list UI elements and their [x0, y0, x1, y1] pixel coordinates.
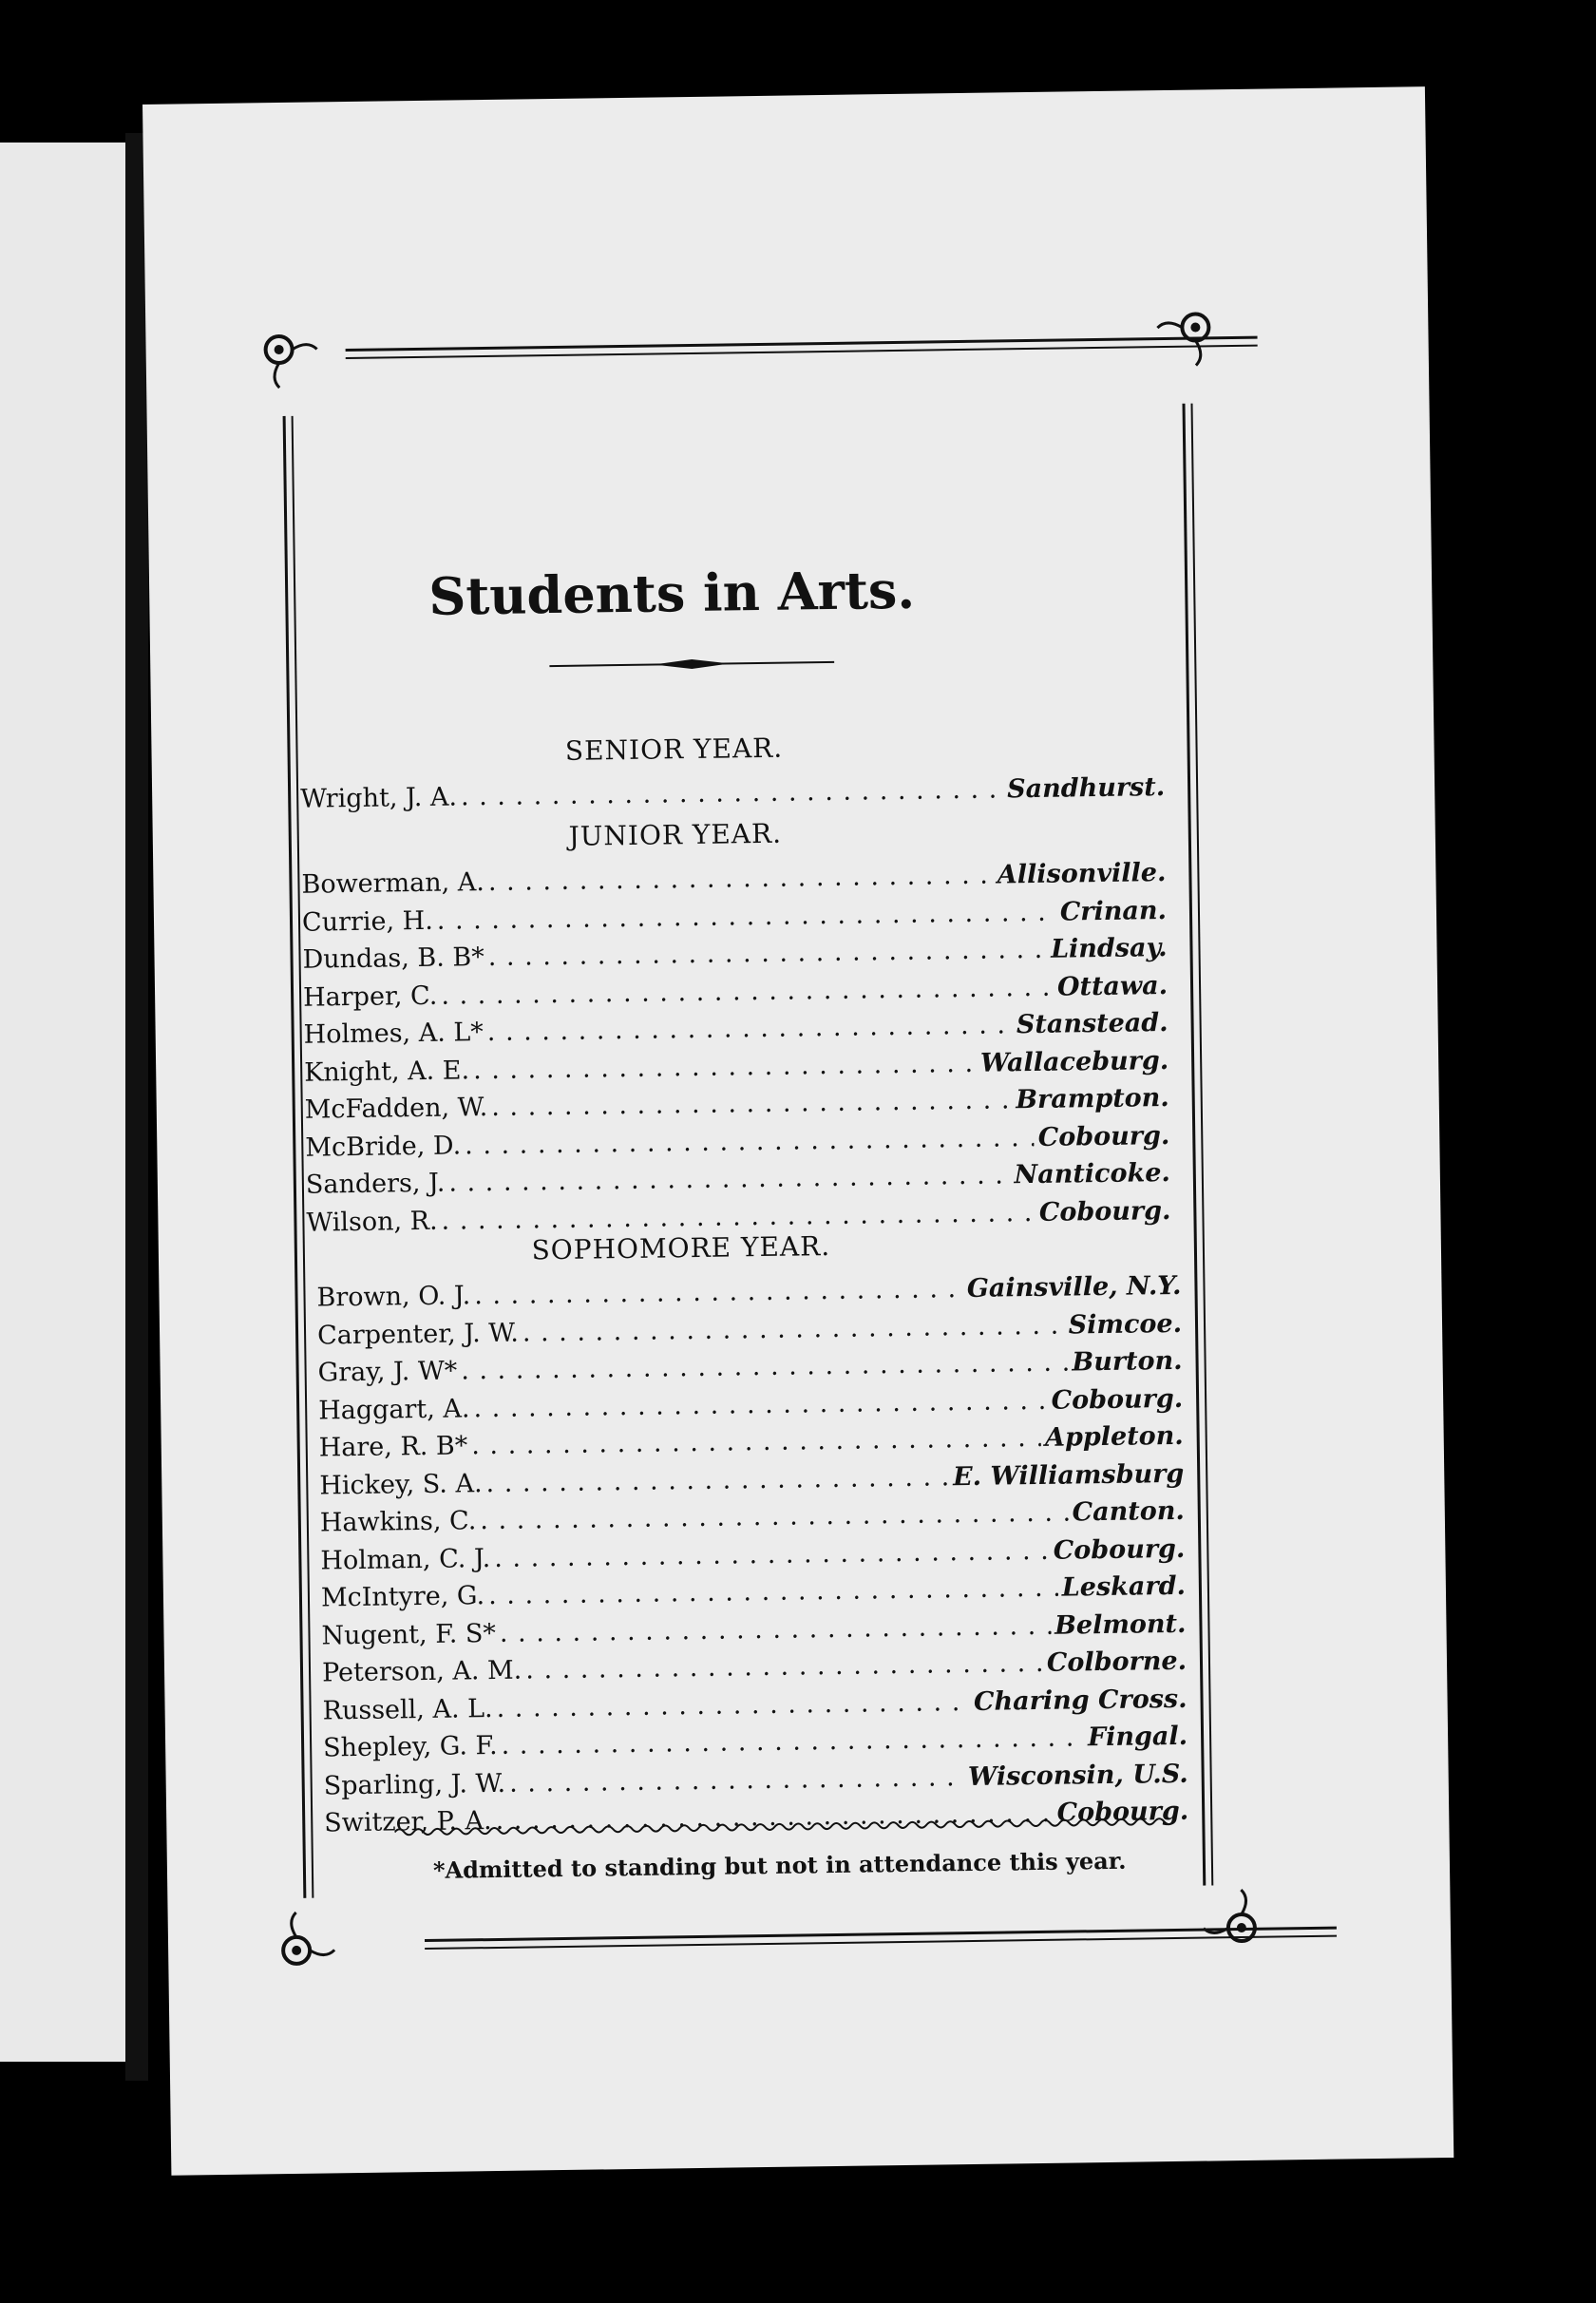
- dot-leader: [488, 935, 1048, 972]
- student-hometown: Simcoe.: [1068, 1308, 1183, 1341]
- student-hometown: Sandhurst.: [1006, 772, 1166, 805]
- dot-leader: [488, 861, 994, 897]
- student-entry: [321, 1608, 1186, 1650]
- student-hometown: Cobourg.: [1038, 1195, 1171, 1228]
- student-hometown: Crinan.: [1059, 895, 1168, 927]
- corner-ornament-icon: [1198, 1885, 1275, 1962]
- dot-leader: [509, 1762, 964, 1799]
- student-name: Currie, H.: [301, 905, 434, 938]
- student-hometown: Wisconsin, U.S.: [967, 1759, 1188, 1792]
- footnote: *Admitted to standing but not in attendance this year.: [432, 1846, 1127, 1884]
- student-entry: [304, 1046, 1168, 1088]
- student-name: Hawkins, C.: [319, 1506, 477, 1538]
- book-gutter: [125, 133, 148, 2081]
- student-name: McIntyre, G.: [320, 1581, 485, 1613]
- dot-leader: [448, 1160, 1011, 1197]
- student-name: Peterson, A. M.: [321, 1655, 522, 1688]
- student-entry: [301, 858, 1166, 900]
- student-entry: [303, 971, 1168, 1013]
- dot-leader: [501, 1722, 1084, 1761]
- student-entry: [317, 1308, 1182, 1350]
- student-name: Harper, C.: [302, 980, 438, 1013]
- student-name: Brown, O. J.: [316, 1281, 471, 1313]
- student-entry: [319, 1421, 1184, 1463]
- section-heading: SOPHOMORE YEAR.: [531, 1230, 831, 1266]
- student-hometown: Allisonville.: [997, 858, 1167, 890]
- dot-leader: [487, 1010, 1014, 1047]
- student-name: Wilson, R.: [306, 1206, 438, 1238]
- student-name: Nugent, F. S*: [321, 1618, 497, 1651]
- student-entry: [319, 1458, 1184, 1500]
- corner-ornament-icon: [263, 1907, 340, 1984]
- dot-leader: [522, 1310, 1065, 1347]
- student-name: Haggart, A.: [317, 1393, 470, 1426]
- section-heading: SENIOR YEAR.: [564, 732, 784, 767]
- student-hometown: Nanticoke.: [1014, 1158, 1171, 1190]
- student-entry: [302, 896, 1167, 938]
- dot-leader: [465, 1123, 1035, 1160]
- student-name: Hickey, S. A.: [319, 1468, 483, 1501]
- document-page: [142, 86, 1454, 2176]
- dot-leader: [437, 897, 1056, 935]
- student-name: Wright, J. A.: [300, 782, 458, 814]
- corner-ornament-icon: [1152, 294, 1229, 371]
- dot-leader: [491, 1085, 1012, 1122]
- student-hometown: Wallaceburg.: [979, 1045, 1169, 1078]
- frame-right-rule: [1183, 404, 1214, 1886]
- student-hometown: Cobourg.: [1051, 1383, 1184, 1416]
- student-hometown: Cobourg.: [1056, 1796, 1189, 1828]
- student-name: Carpenter, J. W.: [316, 1318, 520, 1351]
- student-hometown: Canton.: [1072, 1495, 1185, 1528]
- student-hometown: Fingal.: [1087, 1721, 1188, 1753]
- page-title: Students in Arts.: [428, 559, 916, 627]
- student-hometown: Gainsville, N.Y.: [966, 1270, 1182, 1304]
- student-entry: [324, 1759, 1188, 1800]
- student-entry: [300, 772, 1165, 814]
- student-entry: [302, 933, 1167, 975]
- dot-leader: [525, 1648, 1043, 1685]
- student-entry: [318, 1383, 1183, 1425]
- student-entry: [316, 1271, 1181, 1313]
- student-hometown: E. Williamsburg: [952, 1458, 1185, 1492]
- student-entry: [320, 1533, 1185, 1575]
- student-name: Knight, A. E.: [304, 1055, 470, 1088]
- dot-leader: [474, 1274, 963, 1310]
- student-name: McBride, D.: [305, 1130, 462, 1163]
- student-hometown: Charing Cross.: [973, 1684, 1188, 1717]
- student-name: Bowerman, A.: [301, 867, 485, 900]
- student-name: Sparling, J. W.: [323, 1768, 506, 1801]
- dot-leader: [488, 1573, 1058, 1610]
- dot-leader: [494, 1535, 1050, 1572]
- dot-leader: [471, 1423, 1041, 1460]
- student-name: Gray, J. W*: [317, 1356, 458, 1388]
- student-name: Dundas, B. B*: [302, 942, 484, 975]
- student-entry: [323, 1722, 1188, 1763]
- facing-page-edge: [0, 143, 125, 2062]
- student-entry: [321, 1571, 1186, 1613]
- student-hometown: Belmont.: [1054, 1608, 1187, 1641]
- student-name: Switzer, P. A.: [324, 1806, 492, 1838]
- frame-top-rule: [346, 336, 1258, 359]
- student-name: McFadden, W.: [304, 1093, 488, 1125]
- student-hometown: Lindsay.: [1050, 933, 1168, 964]
- student-hometown: Leskard.: [1061, 1570, 1187, 1603]
- student-entry: [305, 1121, 1169, 1163]
- student-hometown: Ottawa.: [1056, 970, 1168, 1002]
- student-entry: [305, 1083, 1169, 1125]
- title-divider: [549, 656, 834, 673]
- corner-ornament-icon: [250, 320, 327, 397]
- student-entry: [303, 1008, 1168, 1050]
- student-entry: [306, 1158, 1170, 1200]
- student-name: Holman, C. J.: [320, 1543, 491, 1576]
- student-name: Holmes, A. L*: [303, 1018, 484, 1050]
- student-hometown: Appleton.: [1044, 1420, 1184, 1453]
- dot-leader: [496, 1687, 970, 1723]
- student-name: Russell, A. L.: [322, 1693, 493, 1726]
- student-name: Hare, R. B*: [318, 1431, 468, 1463]
- dot-leader: [461, 774, 1004, 811]
- dot-leader: [473, 1385, 1048, 1422]
- student-hometown: Cobourg.: [1053, 1533, 1186, 1566]
- student-entry: [322, 1646, 1187, 1688]
- student-hometown: Burton.: [1072, 1345, 1183, 1378]
- student-name: Shepley, G. F.: [322, 1730, 498, 1763]
- student-hometown: Colborne.: [1046, 1646, 1188, 1678]
- student-name: Sanders, J.: [305, 1168, 446, 1200]
- dot-leader: [441, 972, 1054, 1010]
- dot-leader: [480, 1498, 1069, 1536]
- student-hometown: Stanstead.: [1016, 1008, 1168, 1040]
- student-entry: [320, 1496, 1185, 1538]
- dot-leader: [500, 1610, 1052, 1647]
- student-entry: [317, 1346, 1182, 1388]
- student-entry: [322, 1684, 1187, 1725]
- student-hometown: Brampton.: [1016, 1083, 1169, 1115]
- dot-leader: [473, 1048, 977, 1084]
- student-hometown: Cobourg.: [1037, 1120, 1170, 1152]
- section-heading: JUNIOR YEAR.: [568, 817, 783, 852]
- dot-leader: [485, 1462, 949, 1498]
- dot-leader: [461, 1348, 1069, 1386]
